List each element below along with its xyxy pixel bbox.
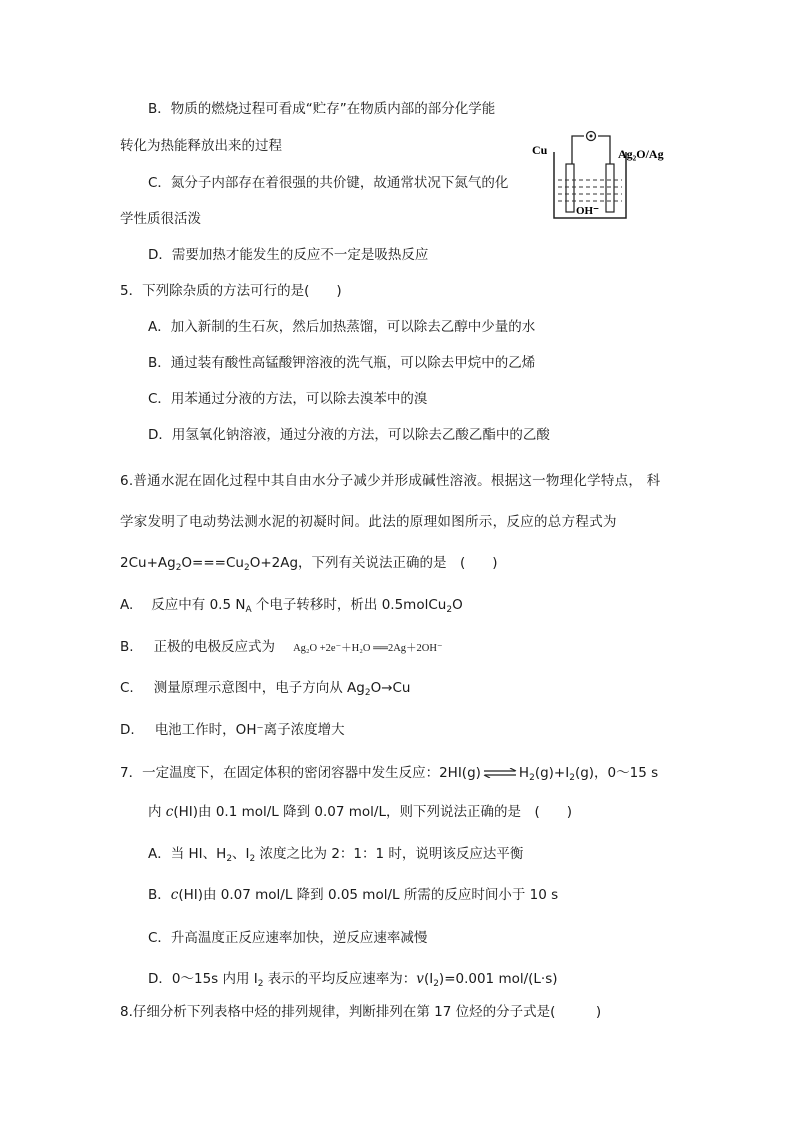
q7-option-d: D．0～15s 内用 $I_2$ 表示的平均反应速率为：$v(I_2)=0.001$ mol/(L·s) — [148, 971, 558, 989]
electrode-equation: Ag₂O +2e⁻＋H₂O ══2Ag＋2OH⁻ — [293, 643, 443, 654]
q7-option-b: B．c(HI)由 0.07 mol/L 降到 0.05 mol/L 所需的反应时间小于 10 s — [148, 887, 559, 903]
q8-stem: 8.仔细分析下列表格中烃的排列规律，判断排列在第 17 位烃的分子式是( ) — [120, 1004, 602, 1020]
q5-stem: 5．下列除杂质的方法可行的是( ) — [120, 283, 342, 299]
q7-option-c: C．升高温度正反应速率加快，逆反应速率减慢 — [148, 930, 428, 946]
q7-stem-line2: 内 c(HI)由 0.1 mol/L 降到 0.07 mol/L，则下列说法正确的是 ( ) — [148, 804, 573, 820]
q4-option-c-line1: C．氮分子内部存在着很强的共价键，故通常状况下氮气的化 — [148, 175, 509, 191]
q5-option-b: B．通过装有酸性高锰酸钾溶液的洗气瓶，可以除去甲烷中的乙烯 — [148, 355, 536, 371]
q4-option-c-line2: 学性质很活泼 — [120, 211, 201, 227]
q7-option-a: A．当 HI、$H_2$、$I_2$ 浓度之比为 2：1：1 时，说明该反应达平衡 — [148, 846, 524, 864]
q6-stem-line1: 6.普通水泥在固化过程中其自由水分子减少并形成碱性溶液。根据这一物理化学特点， 科 — [120, 473, 661, 489]
cell-drawing — [532, 124, 682, 222]
equilibrium-arrow-icon — [483, 768, 517, 778]
oh-label: OH⁻ — [576, 205, 599, 217]
q6-option-c: C. 测量原理示意图中，电子方向从 $Ag_2O\to Cu$ — [120, 680, 411, 698]
electrochemical-cell-diagram — [532, 124, 682, 222]
q6-option-b: B. 正极的电极反应式为 Ag₂O +2e⁻＋H₂O ══2Ag＋2OH⁻ — [120, 639, 443, 655]
q6-stem-line2: 学家发明了电动势法测水泥的初凝时间。此法的原理如图所示，反应的总方程式为 — [120, 514, 617, 530]
q6-stem-line3: $2Cu+Ag_2O===Cu_2O+2Ag$，下列有关说法正确的是 ( ) — [120, 555, 498, 573]
q4-option-d: D．需要加热才能发生的反应不一定是吸热反应 — [148, 247, 429, 263]
q6-option-a: A. 反应中有 0.5 $N_A$ 个电子转移时，析出 0.5molCu$_2$O — [120, 597, 463, 615]
q5-option-c: C．用苯通过分液的方法，可以除去溴苯中的溴 — [148, 391, 428, 407]
q5-option-d: D．用氢氧化钠溶液，通过分液的方法，可以除去乙酸乙酯中的乙酸 — [148, 427, 550, 443]
q7-stem-line1: 7．一定温度下，在固定体积的密闭容器中发生反应：2HI(g) $H_2(g)+I_2(g)$，0～15 s — [120, 765, 659, 783]
ag2o-electrode — [606, 164, 614, 212]
ag2o-label: Ag₂O/Ag — [618, 147, 664, 161]
q4-option-b-line2: 转化为热能释放出来的过程 — [120, 138, 282, 154]
q6-option-d: D. 电池工作时，OH⁻离子浓度增大 — [120, 722, 345, 738]
q4-option-b-line1: B．物质的燃烧过程可看成“贮存”在物质内部的部分化学能 — [148, 101, 496, 117]
q5-option-a: A．加入新制的生石灰，然后加热蒸馏，可以除去乙醇中少量的水 — [148, 319, 536, 335]
cu-electrode — [566, 164, 574, 212]
cu-label: Cu — [532, 143, 548, 157]
